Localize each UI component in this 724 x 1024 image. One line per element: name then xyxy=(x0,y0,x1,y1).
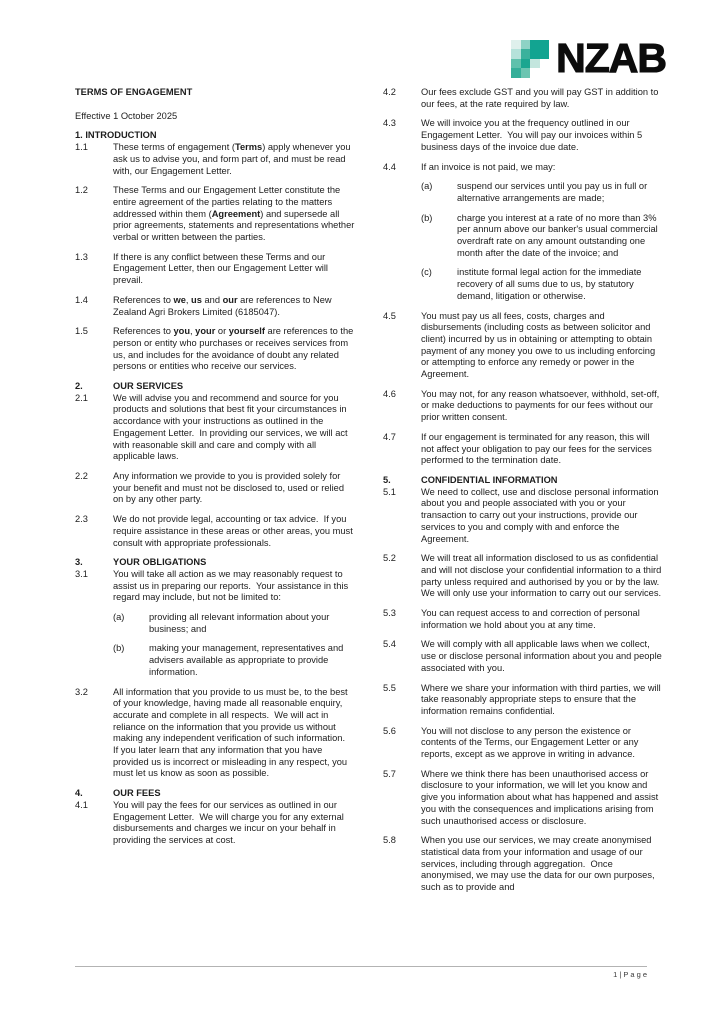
section-number: 5. xyxy=(383,474,391,485)
clause-number: 5.7 xyxy=(383,768,396,779)
clause xyxy=(383,311,663,381)
logo-pixel xyxy=(540,40,550,50)
clause-text: You may not, for any reason whatsoever, withhold, set-off, or make deductions to payments for our fees without our prior written consent. xyxy=(421,388,662,423)
section-number: 4. xyxy=(75,788,83,799)
clause-number: 4.2 xyxy=(383,87,396,97)
clause xyxy=(75,295,355,318)
clause xyxy=(383,726,663,761)
page-footer xyxy=(75,966,647,979)
clause-number: 4.7 xyxy=(383,431,396,442)
clause-text: When you use our services, we may create anonymised statistical data from your information and usage of our services, including through aggregation. Once anonymised, we may use the data for our own purposes, such as to provide and xyxy=(421,835,658,893)
nzab-logo-icon xyxy=(511,40,549,78)
clause-text: You must pay us all fees, costs, charges and disbursements (including costs as between solicitor and client) incurred by us in obtaining or attempting to obtain payment of any money you owe to us including enforcing or attempting to enforce any remedy or power in the Agreement. xyxy=(421,310,658,380)
clause-text: We will advise you and recommend and source for you products and solutions that best fit your circumstances in accordance with your instructions as outlined in the Engagement Letter. In providing our services, we will act with reasonable skill and care and comply with all applicable laws. xyxy=(113,392,351,462)
effective-date: Effective 1 October 2025 xyxy=(75,110,178,121)
logo-pixel xyxy=(540,68,550,78)
clause xyxy=(383,487,663,546)
footer-rule xyxy=(75,966,647,967)
clause-number: 5.2 xyxy=(383,553,396,564)
clause xyxy=(383,835,663,894)
defined-term: we xyxy=(173,294,186,305)
clause-text-run: , xyxy=(190,326,196,337)
sub-clause-text: suspend our services until you pay us in full or alternative arrangements are made; xyxy=(457,181,650,203)
sub-clause-letter: (a) xyxy=(113,612,125,623)
nzab-logo-text: NZAB xyxy=(556,35,666,81)
section-heading xyxy=(75,557,355,569)
sub-clause-letter: (a) xyxy=(421,181,433,192)
clause-text: Our fees exclude GST and you will pay GST in addition to our fees, at the rate required by law. xyxy=(421,87,661,109)
clause-text: If our engagement is terminated for any reason, this will not affect your obligation to pay our fees for the services performed to the termination date. xyxy=(421,431,655,466)
sub-clause-text: charge you interest at a rate of no more than 3% per annum above our banker's usual commercial overdraft rate on any amount outstanding one month after the date of the invoice; and xyxy=(457,212,661,258)
clause-number: 1.4 xyxy=(75,294,88,305)
logo-pixel xyxy=(530,49,540,59)
section-heading xyxy=(383,475,663,487)
clause xyxy=(75,514,355,549)
clause-text: We need to collect, use and disclose personal information about you and people associated with you or your transaction to carry out your instructions, provide our services to you and comply with and enforce the Agreement. xyxy=(421,486,662,544)
clause-number: 2.1 xyxy=(75,392,88,403)
clause-number: 4.5 xyxy=(383,310,396,321)
logo-pixel xyxy=(530,59,540,69)
logo-pixel xyxy=(540,59,550,69)
document-body xyxy=(75,87,663,902)
clause xyxy=(75,142,355,177)
clause xyxy=(383,553,663,600)
logo-pixel xyxy=(521,49,531,59)
logo-pixel xyxy=(511,59,521,69)
clause-number: 5.4 xyxy=(383,639,396,650)
section-title: OUR FEES xyxy=(113,788,161,799)
section-title: CONFIDENTIAL INFORMATION xyxy=(421,474,558,485)
sub-clause-text: providing all relevant information about your business; and xyxy=(149,612,332,634)
clause-number: 2.3 xyxy=(75,514,88,525)
clause-text: We will comply with all applicable laws when we collect, use or disclose personal information about you and people associated with you. xyxy=(421,639,665,673)
left-column xyxy=(75,87,355,902)
clause-text xyxy=(113,326,355,373)
clause-number: 2.2 xyxy=(75,470,88,481)
logo-pixel xyxy=(511,49,521,59)
clause-text: You will pay the fees for our services as outlined in our Engagement Letter. We will charge you for any external disbursements and charges we incur on your behalf in providing the services at cost. xyxy=(113,799,347,845)
clause xyxy=(383,432,663,467)
sub-clause-letter: (c) xyxy=(421,267,432,278)
clause xyxy=(75,252,355,287)
clause-text-run: References to xyxy=(113,294,174,305)
clause-text-run: , xyxy=(185,294,192,305)
clause-text-run: References to xyxy=(113,326,174,337)
defined-term: Agreement xyxy=(211,208,261,219)
logo-pixel xyxy=(511,68,521,78)
clause-text: Where we think there has been unauthorised access or disclosure to your information, we will let you know and give you information about what has happened and assist you with the consequences and implications arising from such unauthorised access or disclosure. xyxy=(421,768,661,826)
defined-term: your xyxy=(195,326,216,337)
clause-text: We do not provide legal, accounting or tax advice. If you require assistance in these areas or other areas, you must consult with appropriate professionals. xyxy=(113,514,356,548)
clause-text-run: ) and supersede all prior agreements, statements and representations whether verbal or written between the parties. xyxy=(113,208,357,243)
clause xyxy=(75,393,355,463)
clause-text xyxy=(113,185,355,244)
clause xyxy=(383,87,663,110)
logo-pixel xyxy=(530,68,540,78)
defined-term: you xyxy=(173,326,190,337)
clause-number: 5.6 xyxy=(383,725,396,736)
clause-number: 5.3 xyxy=(383,608,396,619)
logo-pixel xyxy=(511,40,521,50)
clause-text: We will treat all information disclosed to us as confidential and will not disclose your confidential information to a third party unless required and authorised by you or by the law. We will only use your information to carry out our services. xyxy=(421,553,665,599)
clause-text: We will invoice you at the frequency outlined in our Engagement Letter. You will pay our invoices within 5 business days of the invoice due date. xyxy=(421,118,645,152)
logo-pixel xyxy=(521,40,531,50)
clause-text-run: These terms of engagement ( xyxy=(113,142,235,153)
clause xyxy=(75,569,355,604)
clause-number: 5.8 xyxy=(383,835,396,846)
clause-text: Where we share your information with third parties, we will take reasonably appropriate steps to ensure that the information remains confidential. xyxy=(421,682,664,716)
clause-text-run: or xyxy=(215,326,229,337)
clause-number: 1.2 xyxy=(75,185,88,196)
clause-text: You will not disclose to any person the existence or contents of the Terms, our Engagement Letter or any reports, except as we approve in writing in advance. xyxy=(421,725,641,760)
clause xyxy=(75,687,355,781)
clause-number: 1.1 xyxy=(75,142,88,153)
defined-term: Terms xyxy=(234,142,263,153)
sub-clause xyxy=(383,267,663,302)
clause xyxy=(383,118,663,153)
clause-number: 5.5 xyxy=(383,682,396,693)
sub-clause-text: making your management, representatives and advisers available as appropriate to provide information. xyxy=(149,643,346,677)
clause-number: 1.5 xyxy=(75,326,88,337)
clause-text: All information that you provide to us must be, to the best of your knowledge, having made all reasonable enquiry, accurate and complete in all respects. We will act in reliance on the information that you provide us without making any independent verification of such information. If you later learn that any information that you have provided us is incorrect or misleading in any respect, you must let us know as soon as possible. xyxy=(113,686,351,779)
clause xyxy=(75,800,355,847)
clause-number: 1.3 xyxy=(75,251,88,262)
clause-text-run: ) apply whenever you ask us to advise you, and form part of, and must be read with, our Engagement Letter. xyxy=(113,142,354,176)
defined-term: our xyxy=(222,294,238,305)
section-heading: 1. INTRODUCTION xyxy=(75,130,157,141)
sub-clause-letter: (b) xyxy=(421,212,433,223)
clause-text-run: These Terms and our Engagement Letter constitute the entire agreement of the parties relating to the matters addressed within them ( xyxy=(113,185,343,219)
clause-number: 4.4 xyxy=(383,161,396,172)
clause xyxy=(75,471,355,506)
brand-header xyxy=(511,35,666,81)
logo-pixel xyxy=(530,40,540,50)
sub-clause-letter: (b) xyxy=(113,643,125,654)
clause-text-run: are references to the person or entity who purchases or receives services from us, and includes for the avoidance of doubt any related persons or entities who receive our services. xyxy=(113,326,356,372)
clause xyxy=(75,326,355,373)
sub-clause xyxy=(383,181,663,204)
section-heading xyxy=(75,381,355,393)
clause xyxy=(383,769,663,828)
sub-clause-text: institute formal legal action for the immediate recovery of all sums due to us, by statutory demand, litigation or otherwise. xyxy=(457,267,645,301)
section-number: 3. xyxy=(75,557,83,568)
document-title: TERMS OF ENGAGEMENT xyxy=(75,87,193,97)
clause-text: If an invoice is not paid, we may: xyxy=(421,161,556,172)
right-column xyxy=(383,87,663,902)
clause-text-run: and xyxy=(201,294,223,305)
clause-number: 4.6 xyxy=(383,388,396,399)
clause xyxy=(383,639,663,674)
logo-pixel xyxy=(521,59,531,69)
clause-text: If there is any conflict between these Terms and our Engagement Letter, then our Engagement Letter will prevail. xyxy=(113,251,331,286)
clause-number: 4.3 xyxy=(383,118,396,129)
clause xyxy=(75,185,355,244)
section-title: YOUR OBLIGATIONS xyxy=(113,557,207,568)
clause-text: You can request access to and correction of personal information we hold about you at any time. xyxy=(421,608,643,630)
section-heading xyxy=(75,788,355,800)
clause xyxy=(383,162,663,174)
logo-pixel xyxy=(521,68,531,78)
sub-clause xyxy=(75,643,355,678)
section-title: OUR SERVICES xyxy=(113,381,184,392)
sub-clause xyxy=(75,612,355,635)
defined-term: us xyxy=(191,294,202,305)
clause-text xyxy=(113,295,355,318)
clause xyxy=(383,683,663,718)
defined-term: yourself xyxy=(228,326,265,337)
logo-pixel xyxy=(540,49,550,59)
clause-text: You will take all action as we may reasonably request to assist us in preparing our reports. Your assistance in this regard may include, but not be limited to: xyxy=(113,568,351,603)
clause xyxy=(383,389,663,424)
clause-text-run: are references to New Zealand Agri Brokers Limited (6185047). xyxy=(113,294,335,317)
clause xyxy=(383,608,663,631)
clause-number: 4.1 xyxy=(75,799,88,810)
clause-text xyxy=(113,142,355,177)
section-number: 2. xyxy=(75,381,83,392)
sub-clause xyxy=(383,213,663,260)
clause-number: 5.1 xyxy=(383,486,396,497)
clause-number: 3.1 xyxy=(75,568,88,579)
clause-text: Any information we provide to you is provided solely for your benefit and must not be disclosed to, used or relied on by any other party. xyxy=(113,470,347,505)
page-number-label: 1 | P a g e xyxy=(613,970,647,979)
clause-number: 3.2 xyxy=(75,686,88,697)
